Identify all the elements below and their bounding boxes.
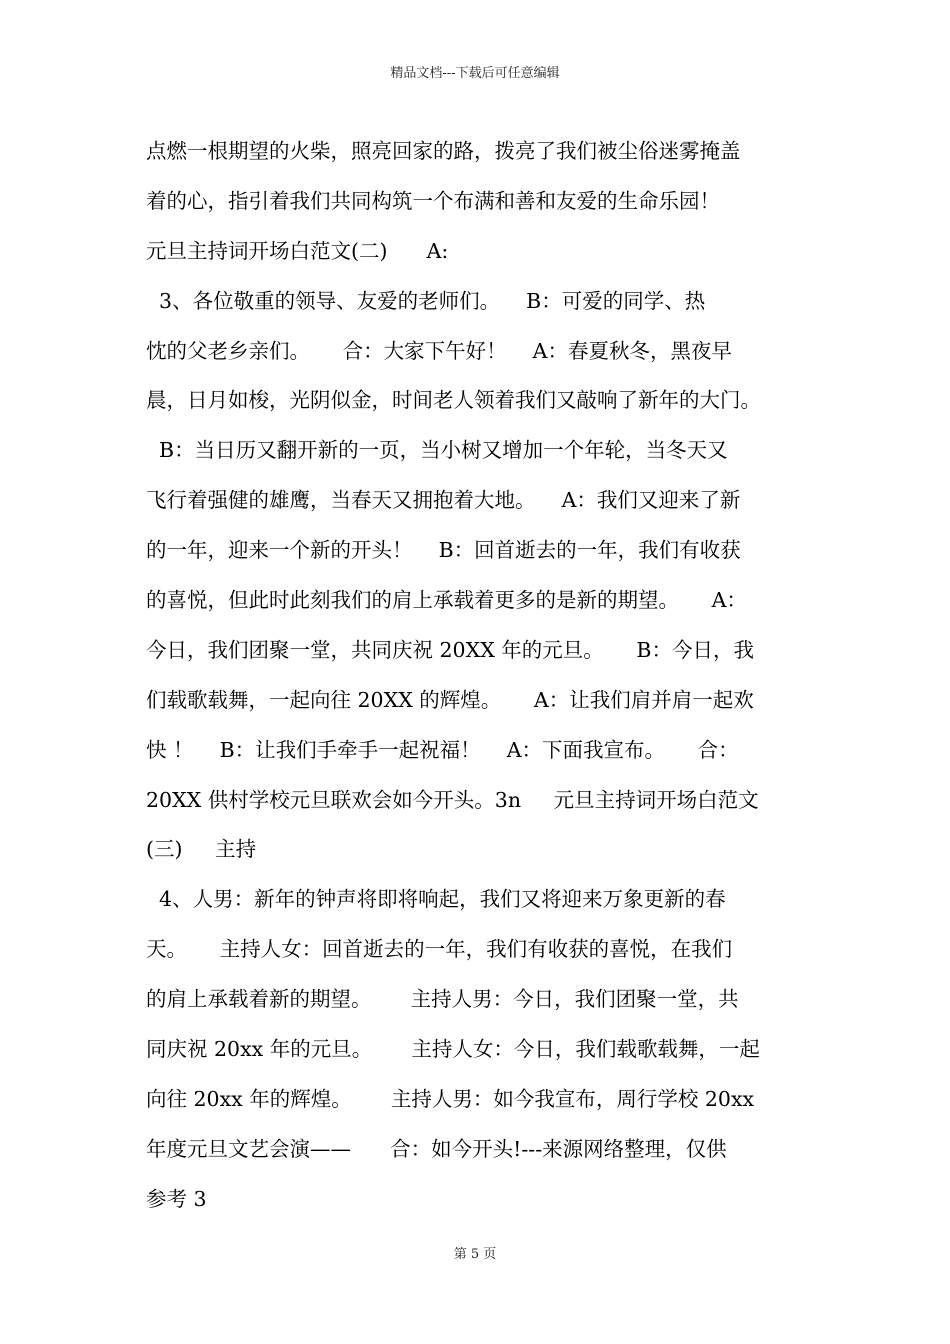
document-body <box>146 127 810 1225</box>
body-line: (三) 主持 <box>146 837 257 862</box>
body-line: 晨，日月如梭，光阴似金，时间老人领着我们又敲响了新年的大门。 <box>146 388 761 413</box>
body-line: 元旦主持词开场白范文(二) A: <box>146 238 449 263</box>
body-line: 参考 3 <box>146 1186 207 1211</box>
body-line: 同庆祝 20xx 年的元旦。 主持人女：今日，我们载歌载舞，一起 <box>146 1037 760 1062</box>
page-header: 精品文档---下载后可任意编辑 <box>390 66 560 81</box>
body-line: 20XX 供村学校元旦联欢会如今开头。3n 元旦主持词开场白范文 <box>146 787 759 812</box>
body-line: 着的心，指引着我们共同构筑一个布满和善和友爱的生命乐园！ <box>146 188 720 213</box>
body-line: 向往 20xx 年的辉煌。 主持人男：如今我宣布，周行学校 20xx <box>146 1086 755 1111</box>
body-line: 点燃一根期望的火柴，照亮回家的路，拨亮了我们被尘俗迷雾掩盖 <box>146 139 741 163</box>
body-line: 年度元旦文艺会演—— 合：如今开头!---来源网络整理，仅供 <box>146 1136 727 1161</box>
body-line: 的喜悦，但此时此刻我们的肩上承载着更多的是新的期望。 A： <box>146 588 747 613</box>
body-line: 快 ！ B：让我们手牵手一起祝福！ A：下面我宣布。 合： <box>146 737 739 762</box>
body-line: 忱的父老乡亲们。 合：大家下午好！ A：春夏秋冬，黑夜早 <box>146 338 732 363</box>
body-line: 今日，我们团聚一堂，共同庆祝 20XX 年的元旦。 B：今日，我 <box>146 637 754 662</box>
body-line: 4、人男：新年的钟声将即将响起，我们又将迎来万象更新的春 <box>146 887 726 912</box>
body-line: 天。 主持人女：回首逝去的一年，我们有收获的喜悦，在我们 <box>146 937 733 962</box>
body-line: B：当日历又翻开新的一页，当小树又增加一个年轮，当冬天又 <box>146 438 728 463</box>
body-line: 们载歌载舞，一起向往 20XX 的辉煌。 A：让我们肩并肩一起欢 <box>146 687 754 712</box>
page-number: 第 5 页 <box>453 1247 497 1262</box>
body-line: 飞行着强健的雄鹰，当春天又拥抱着大地。 A：我们又迎来了新 <box>146 488 741 513</box>
body-line: 3、各位敬重的领导、友爱的老师们。 B：可爱的同学、热 <box>146 288 706 313</box>
body-line: 的肩上承载着新的期望。 主持人男：今日，我们团聚一堂，共 <box>146 987 739 1012</box>
body-line: 的一年，迎来一个新的开头！ B：回首逝去的一年，我们有收获 <box>146 538 741 563</box>
